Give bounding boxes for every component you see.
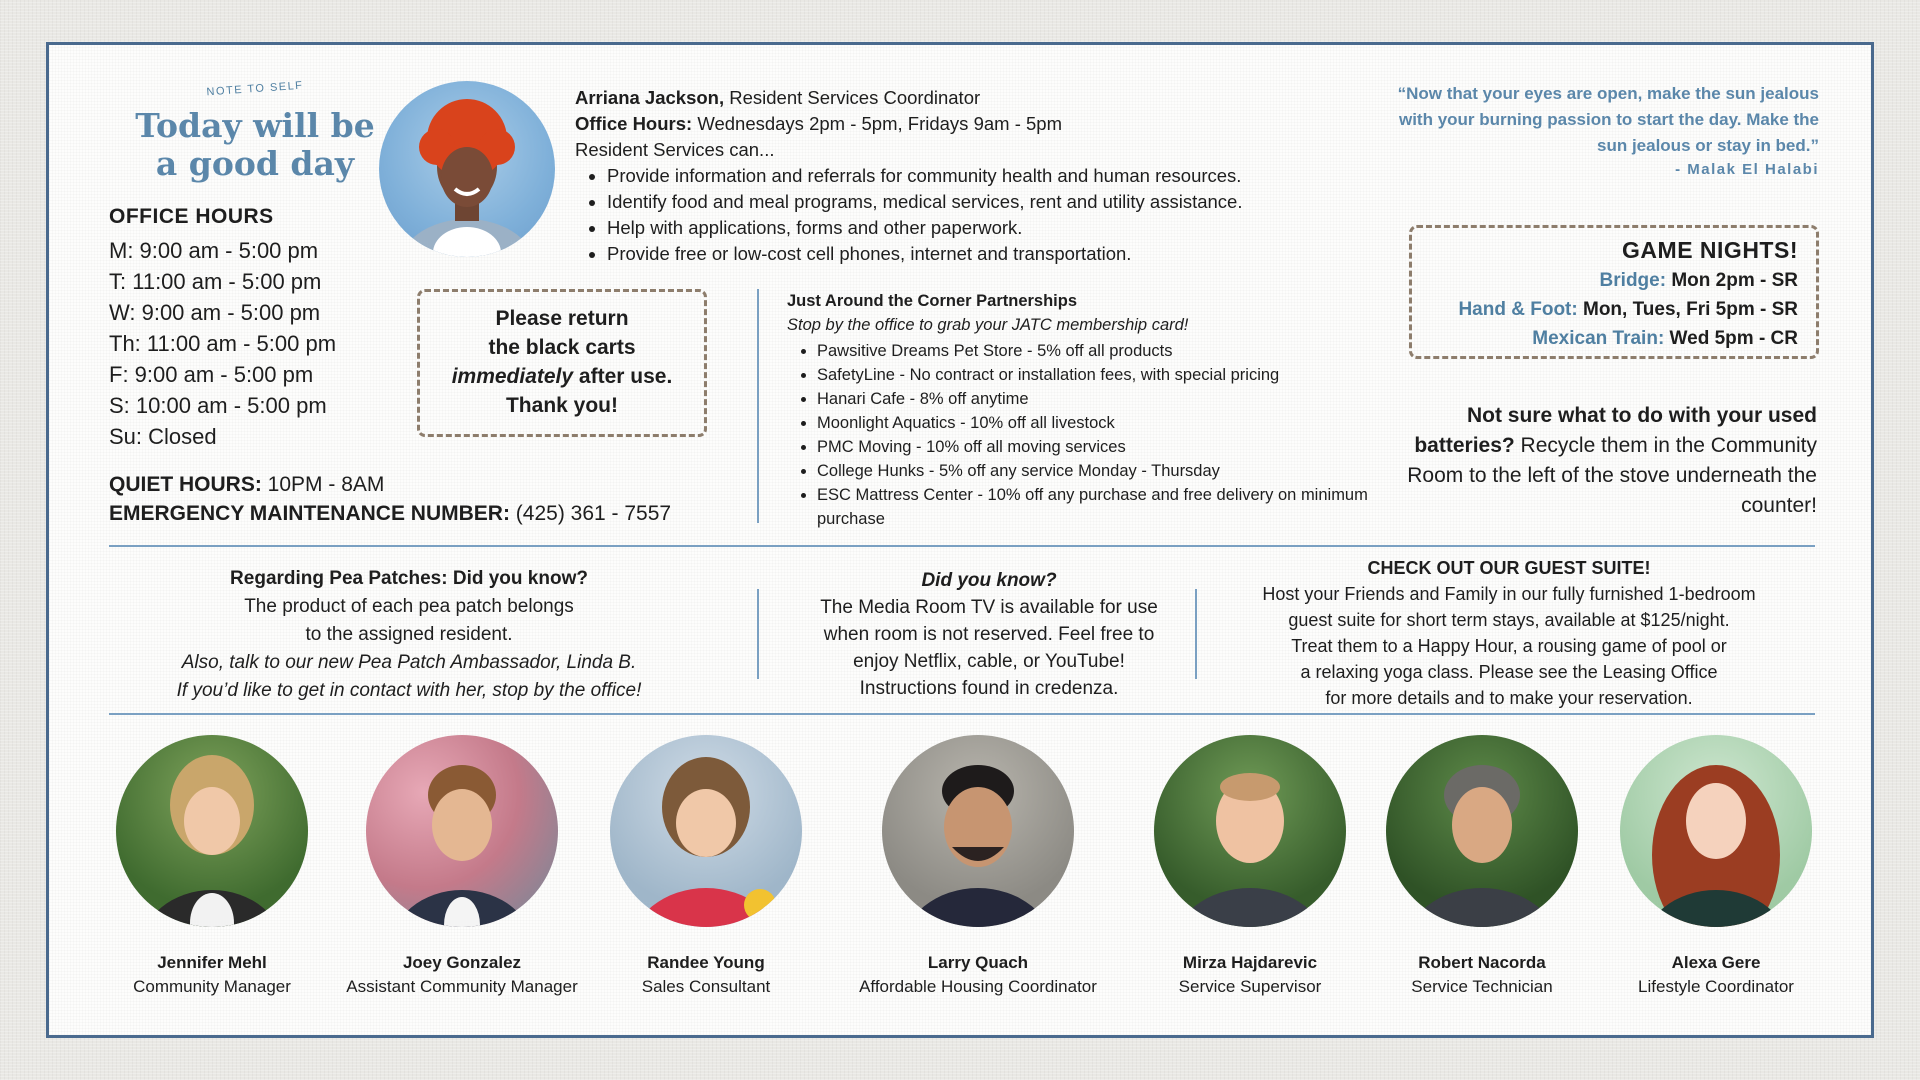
office-hours-day: W: 9:00 am - 5:00 pm bbox=[109, 300, 321, 325]
partnerships-subtitle: Stop by the office to grab your JATC membership card! bbox=[787, 316, 1189, 334]
avatar-mirza bbox=[1154, 735, 1346, 927]
quiet-hours-value: 10PM - 8AM bbox=[261, 473, 385, 496]
carts-line-3-rest: after use. bbox=[573, 365, 673, 388]
office-hours-day: Th: 11:00 am - 5:00 pm bbox=[109, 331, 337, 356]
media-line: enjoy Netflix, cable, or YouTube! bbox=[853, 651, 1125, 672]
office-hours-day: Su: Closed bbox=[109, 424, 217, 449]
pea-line: Also, talk to our new Pea Patch Ambassador, Linda B. bbox=[181, 652, 637, 673]
office-hours-day: F: 9:00 am - 5:00 pm bbox=[109, 362, 314, 387]
batteries-question: Not sure what to do with your used batteries? bbox=[1414, 404, 1817, 457]
media-line: when room is not reserved. Feel free to bbox=[823, 624, 1155, 645]
pea-line: to the assigned resident. bbox=[305, 624, 513, 645]
divider-vertical bbox=[757, 289, 759, 523]
service-item: • Provide free or low-cost cell phones, internet and transportation. bbox=[607, 241, 1435, 267]
quiet-hours-label: QUIET HOURS: bbox=[109, 473, 262, 496]
divider-vertical bbox=[1195, 589, 1197, 679]
portrait-illustration bbox=[610, 735, 802, 927]
member-role: Affordable Housing Coordinator bbox=[859, 977, 1097, 996]
carts-line-1: Please return bbox=[495, 307, 629, 330]
carts-line-4: Thank you! bbox=[505, 394, 618, 417]
divider-vertical bbox=[757, 589, 759, 679]
portrait-illustration bbox=[882, 735, 1074, 927]
team-member bbox=[1125, 735, 1375, 999]
office-hours-day: M: 9:00 am - 5:00 pm bbox=[109, 238, 319, 263]
media-line: Instructions found in credenza. bbox=[859, 678, 1119, 699]
suite-line: Host your Friends and Family in our fully furnished 1-bedroom bbox=[1262, 584, 1756, 604]
avatar-jennifer bbox=[116, 735, 308, 927]
avatar-alexa bbox=[1620, 735, 1812, 927]
game-name: Bridge: bbox=[1599, 270, 1667, 291]
suite-line: Treat them to a Happy Hour, a rousing game of pool or bbox=[1291, 636, 1727, 656]
avatar-robert bbox=[1386, 735, 1578, 927]
avatar-randee bbox=[610, 735, 802, 927]
team-member bbox=[1591, 735, 1841, 999]
portrait-illustration bbox=[1386, 735, 1578, 927]
team-member bbox=[853, 735, 1103, 999]
partnerships-list bbox=[817, 339, 1407, 531]
coordinator-line bbox=[575, 85, 1435, 111]
avatar-arriana bbox=[379, 81, 555, 257]
game-name: Hand & Foot: bbox=[1458, 299, 1578, 320]
member-role: Lifestyle Coordinator bbox=[1638, 977, 1794, 996]
suite-line: for more details and to make your reservation. bbox=[1325, 688, 1693, 708]
carts-notice bbox=[417, 289, 707, 437]
member-role: Community Manager bbox=[133, 977, 291, 996]
member-name: Joey Gonzalez bbox=[402, 953, 522, 972]
avatar-larry bbox=[882, 735, 1074, 927]
game-schedule: Mon, Tues, Fri 5pm - SR bbox=[1577, 299, 1798, 320]
emergency-number bbox=[109, 502, 671, 526]
coordinator-role: Resident Services Coordinator bbox=[724, 87, 981, 108]
office-hours-list bbox=[109, 235, 336, 452]
office-hours-day: T: 11:00 am - 5:00 pm bbox=[109, 269, 322, 294]
partnership-item: • Moonlight Aquatics - 10% off all livestock bbox=[817, 411, 1407, 435]
partnership-item: • Pawsitive Dreams Pet Store - 5% off all products bbox=[817, 339, 1407, 363]
game-nights-title: GAME NIGHTS! bbox=[1622, 237, 1798, 263]
divider-horizontal bbox=[109, 713, 1815, 715]
portrait-illustration bbox=[1620, 735, 1812, 927]
media-title: Did you know? bbox=[921, 570, 1057, 591]
member-name: Larry Quach bbox=[927, 953, 1029, 972]
emergency-phone: (425) 361 - 7557 bbox=[509, 502, 672, 525]
game-schedule: Wed 5pm - CR bbox=[1664, 328, 1798, 349]
member-role: Service Technician bbox=[1411, 977, 1553, 996]
pea-title: Regarding Pea Patches: Did you know? bbox=[230, 568, 588, 589]
emergency-label: EMERGENCY MAINTENANCE NUMBER: bbox=[109, 502, 510, 525]
team-member bbox=[1357, 735, 1607, 999]
coordinator-hours bbox=[575, 111, 1435, 137]
service-item: • Provide information and referrals for community health and human resources. bbox=[607, 163, 1435, 189]
partnerships-title: Just Around the Corner Partnerships bbox=[787, 292, 1078, 310]
game-night-row bbox=[1412, 324, 1798, 353]
batteries-note bbox=[1389, 401, 1817, 521]
suite-line: a relaxing yoga class. Please see the Leasing Office bbox=[1300, 662, 1718, 682]
office-hours-day: S: 10:00 am - 5:00 pm bbox=[109, 393, 327, 418]
member-role: Service Supervisor bbox=[1178, 977, 1322, 996]
service-item: • Identify food and meal programs, medical services, rent and utility assistance. bbox=[607, 189, 1435, 215]
game-night-row bbox=[1412, 295, 1798, 324]
divider-horizontal bbox=[109, 545, 1815, 547]
services-intro: Resident Services can... bbox=[575, 139, 775, 160]
suite-line: guest suite for short term stays, available at $125/night. bbox=[1288, 610, 1730, 630]
member-role: Assistant Community Manager bbox=[346, 977, 578, 996]
coordinator-name: Arriana Jackson, bbox=[575, 87, 725, 108]
pea-patches-block bbox=[109, 565, 709, 705]
portrait-illustration bbox=[1154, 735, 1346, 927]
partnership-item: • ESC Mattress Center - 10% off any purchase and free delivery on minimum purchase bbox=[817, 483, 1407, 531]
member-name: Jennifer Mehl bbox=[157, 953, 267, 972]
tagline bbox=[105, 107, 405, 183]
game-schedule: Mon 2pm - SR bbox=[1666, 270, 1798, 291]
media-line: The Media Room TV is available for use bbox=[820, 597, 1158, 618]
team-member bbox=[337, 735, 587, 999]
suite-title: CHECK OUT OUR GUEST SUITE! bbox=[1367, 558, 1651, 578]
note-to-self-label: NOTE TO SELF bbox=[206, 79, 304, 99]
member-name: Alexa Gere bbox=[1671, 953, 1761, 972]
tagline-line-2: a good day bbox=[155, 144, 355, 183]
office-hours-title: OFFICE HOURS bbox=[109, 205, 274, 228]
pea-line: If you’d like to get in contact with her, stop by the office! bbox=[176, 680, 642, 701]
quote-text: “Now that your eyes are open, make the sun jealous with your burning passion to start the day. Make the sun jealous or stay in bed.” bbox=[1397, 84, 1819, 155]
member-name: Randee Young bbox=[647, 953, 765, 972]
member-name: Robert Nacorda bbox=[1418, 953, 1546, 972]
media-room-block bbox=[787, 567, 1191, 702]
carts-emphasis: immediately bbox=[451, 365, 574, 388]
game-nights-box bbox=[1409, 225, 1819, 359]
carts-line-2: the black carts bbox=[488, 336, 636, 359]
portrait-illustration bbox=[116, 735, 308, 927]
member-role: Sales Consultant bbox=[641, 977, 771, 996]
batteries-answer: Recycle them in the Community Room to the left of the stove underneath the counter! bbox=[1407, 434, 1817, 517]
partnership-item: • Hanari Cafe - 8% off anytime bbox=[817, 387, 1407, 411]
pea-line: The product of each pea patch belongs bbox=[244, 596, 574, 617]
partnership-item: • College Hunks - 5% off any service Monday - Thursday bbox=[817, 459, 1407, 483]
guest-suite-block bbox=[1219, 555, 1799, 711]
team-member bbox=[581, 735, 831, 999]
service-item: • Help with applications, forms and other paperwork. bbox=[607, 215, 1435, 241]
team-member bbox=[87, 735, 337, 999]
portrait-illustration bbox=[379, 81, 555, 257]
portrait-illustration bbox=[366, 735, 558, 927]
partnership-item: • PMC Moving - 10% off all moving services bbox=[817, 435, 1407, 459]
game-name: Mexican Train: bbox=[1532, 328, 1665, 349]
resident-services-block bbox=[575, 85, 1435, 267]
bulletin-card bbox=[46, 42, 1874, 1038]
coordinator-hours-value: Wednesdays 2pm - 5pm, Fridays 9am - 5pm bbox=[692, 113, 1062, 134]
partnership-item: • SafetyLine - No contract or installation fees, with special pricing bbox=[817, 363, 1407, 387]
carts-line-3 bbox=[420, 362, 704, 391]
partnerships-block bbox=[787, 289, 1407, 531]
tagline-line-1: Today will be bbox=[135, 106, 375, 145]
game-night-row bbox=[1412, 266, 1798, 295]
avatar-joey bbox=[366, 735, 558, 927]
quiet-hours bbox=[109, 473, 384, 497]
services-list bbox=[607, 163, 1435, 267]
coordinator-hours-label: Office Hours: bbox=[575, 113, 693, 134]
quote-author: - Malak El Halabi bbox=[1675, 161, 1819, 178]
member-name: Mirza Hajdarevic bbox=[1182, 953, 1318, 972]
